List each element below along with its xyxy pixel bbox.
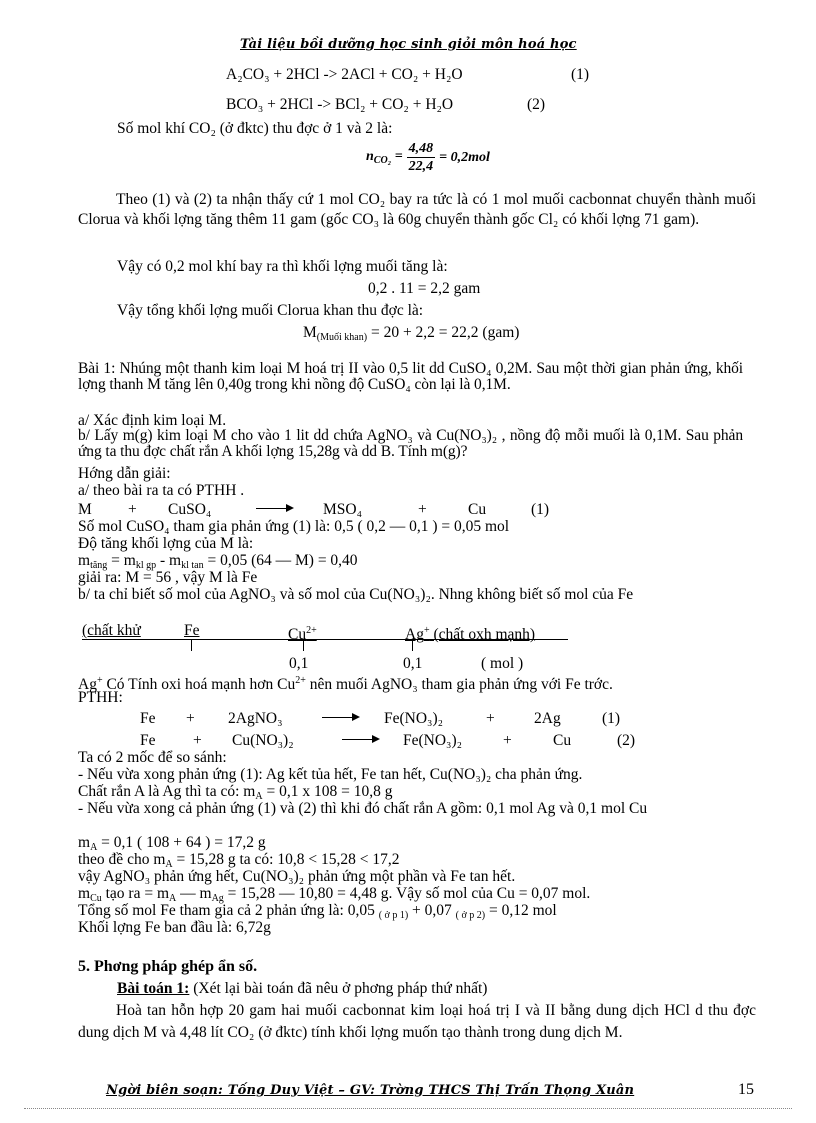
equation-2-number: (2) bbox=[527, 96, 546, 113]
comparison-case-1-mass: Chất rắn A là Ag thì ta có: $m_A = 0,1$ x 108 = 10,8 g bbox=[78, 783, 393, 802]
scale-axis bbox=[82, 639, 568, 640]
bai1-question-a: a/ Xác định kim loại M. bbox=[78, 412, 227, 429]
reaction1-m: M bbox=[78, 501, 92, 518]
cu-mass-line: $m_{Cu}$ tạo ra = $m_A$ — $m_{Ag} = 15,28$ — 10,80 = 4,48 g. Vậy số mol của Cu = 0,07 mol. bbox=[78, 885, 591, 904]
fe-initial-mass-line: Khối lợng Fe ban đầu là: 6,72g bbox=[78, 919, 271, 936]
eq-number-2: (2) bbox=[617, 732, 636, 749]
equation-1: A₂CO₃ + 2HCl -> 2ACl + CO₂ + H₂O bbox=[226, 66, 463, 83]
eq-plus-1b: + bbox=[486, 710, 495, 727]
eq-fe-1: Fe bbox=[140, 710, 156, 727]
reaction1-mso4: MSO₄ bbox=[323, 501, 362, 518]
reaction1-cuso4: CuSO₄ bbox=[168, 501, 212, 518]
page-number: 15 bbox=[738, 1081, 754, 1098]
solution-step-4: $m_{tăng} = m_{kl gp} - m_{kl tan} = 0,05$ (64 — M) = 0,40 bbox=[78, 552, 358, 571]
fraction-denominator: 22,4 bbox=[408, 159, 434, 174]
scale-tick-ag bbox=[412, 639, 413, 651]
eq-plus-2: + bbox=[193, 732, 202, 749]
scale-unit: ( mol ) bbox=[481, 655, 524, 672]
solution-step-1: a/ theo bài ra ta có PTHH . bbox=[78, 482, 245, 499]
intro-line-c: Vậy tổng khối lợng muối Clorua khan thu đợc là: bbox=[117, 302, 424, 319]
problem-1-heading: Bài toán 1: (Xét lại bài toán đã nêu ở phơng pháp thứ nhất) bbox=[117, 980, 488, 997]
intro-line-d: $M_{(Muối khan)} = 20 + 2,2 = 22,2$ (gam) bbox=[303, 324, 520, 343]
equation-2: BCO₃ + 2HCl -> BCl₂ + CO₂ + H₂O bbox=[226, 96, 454, 113]
scale-cu: $Cu^{2+}$ bbox=[288, 625, 317, 643]
reaction1-arrow bbox=[256, 508, 292, 509]
solution-step-5: giải ra: M = 56 , vậy M là Fe bbox=[78, 569, 258, 586]
page-header: Tài liệu bồi dưỡng học sinh giỏi môn hoá học bbox=[240, 37, 577, 52]
fe-total-mol-line: Tổng số mol Fe tham gia cả 2 phản ứng là: 0,05 $_{( ở p 1)}$ + 0,07 $_{( ở p 2)}$ = 0,12 mol bbox=[78, 902, 557, 921]
fraction-numerator: 4,48 bbox=[408, 141, 434, 156]
eq-product-1: Fe(NO₃)₂ bbox=[384, 710, 444, 727]
eq-product-2: Fe(NO₃)₂ bbox=[403, 732, 463, 749]
intro-paragraph: Theo (1) và (2) ta nhận thấy cứ 1 mol CO₂ bay ra tức là có 1 mol muối cacbonnat chuyển thành muối Clorua và khối lợng tăng thêm 11 gam (gốc CO₃ là 60g chuyển thành gốc Cl₂ có khối lợng 71 gam). bbox=[78, 191, 756, 228]
comparison-case-1: - Nếu vừa xong phản ứng (1): Ag kết tủa hết, Fe tan hết, Cu(NO₃)₂ cha phản ứng. bbox=[78, 766, 583, 783]
equation-1-number: (1) bbox=[571, 66, 590, 83]
eq-agno3: 2AgNO₃ bbox=[228, 710, 283, 727]
fraction-rhs: = 0,2mol bbox=[439, 149, 490, 165]
footer-author: Ngời biên soạn: Tống Duy Việt – GV: Trờng THCS Thị Trấn Thọng Xuân bbox=[106, 1083, 635, 1098]
solution-step-6: b/ ta chỉ biết số mol của AgNO₃ và số mol của Cu(NO₃)₂. Nhng không biết số mol của Fe bbox=[78, 586, 634, 603]
section-5-title: 5. Phơng pháp ghép ẩn số. bbox=[78, 958, 258, 975]
intro-line-b: 0,2 . 11 = 2,2 gam bbox=[368, 280, 481, 297]
scale-tick-fe bbox=[191, 639, 192, 651]
scale-fe: Fe bbox=[184, 622, 200, 639]
fraction-lhs-sub: CO₂ bbox=[373, 155, 392, 166]
bai1-question-b: b/ Lấy m(g) kim loại M cho vào 1 lit dd chứa AgNO₃ và Cu(NO₃)₂ , nồng độ mỗi muối là 0,1M. Sau phản ứng ta thu đợc chất rắn A khối lợng 15,28g và dd B. Tính m(g)? bbox=[78, 427, 743, 460]
eq-arrow-2 bbox=[342, 739, 378, 740]
scale-value-ag: 0,1 bbox=[403, 655, 423, 672]
comparison-result: theo đề cho $m_A = 15,28$ g ta có: 10,8 < 15,28 < 17,2 bbox=[78, 851, 400, 870]
solution-step-7: Ag+ Có Tính oxi hoá mạnh hơn $Cu^{2+}$ nên muối AgNO₃ tham gia phản ứng với Fe trớc. bbox=[78, 675, 613, 693]
reaction1-plus-2: + bbox=[418, 501, 427, 518]
reaction1-plus: + bbox=[128, 501, 137, 518]
eq-cu: Cu bbox=[553, 732, 572, 749]
eq-ag: 2Ag bbox=[534, 710, 561, 727]
reaction1-cu: Cu bbox=[468, 501, 487, 518]
comparison-intro: Ta có 2 mốc để so sánh: bbox=[78, 749, 227, 766]
mol-fraction: $n_{CO_2}$ = $\frac{4,48}{22,4}$ = 0,2mol bbox=[366, 141, 490, 174]
section-5-paragraph: Hoà tan hỗn hợp 20 gam hai muối cacbonnat kim loại hoá trị I và II bằng dung dịch HCl d thu đợc dung dịch M và 4,48 lít CO₂ (ở đktc) tính khối lợng muốn tạo thành trong dung dịch M. bbox=[78, 1002, 756, 1041]
fraction-lhs: n bbox=[366, 149, 374, 164]
comparison-case-2-mass: $m_A = 0,1$ ( 108 + 64 ) = 17,2 g bbox=[78, 834, 266, 853]
eq-number-1: (1) bbox=[602, 710, 621, 727]
scale-label-left: (chất khử bbox=[82, 622, 141, 639]
conclusion-line: vậy AgNO₃ phản ứng hết, Cu(NO₃)₂ phản ứng một phần và Fe tan hết. bbox=[78, 868, 516, 885]
eq-fe-2: Fe bbox=[140, 732, 156, 749]
comparison-case-2: - Nếu vừa xong cả phản ứng (1) và (2) thì khi đó chất rắn A gồm: 0,1 mol Ag và 0,1 mol Cu bbox=[78, 800, 648, 817]
pthh-label: PTHH: bbox=[78, 689, 123, 706]
scale-value-cu: 0,1 bbox=[289, 655, 309, 672]
eq-arrow-1 bbox=[322, 717, 358, 718]
solution-step-3: Độ tăng khối lợng của M là: bbox=[78, 535, 254, 552]
footer-divider bbox=[24, 1108, 792, 1109]
bai1-problem: Bài 1: Nhúng một thanh kim loại M hoá trị II vào 0,5 lit dd CuSO₄ 0,2M. Sau một thời gian phản ứng, khối lợng thanh M tăng lên 0,40g trong khi nồng độ CuSO₄ còn lại là 0,1M. bbox=[78, 360, 743, 393]
solution-step-2: Số mol CuSO₄ tham gia phản ứng (1) là: 0,5 ( 0,2 — 0,1 ) = 0,05 mol bbox=[78, 518, 510, 535]
eq-plus-1: + bbox=[186, 710, 195, 727]
eq-cuno3: Cu(NO₃)₂ bbox=[232, 732, 294, 749]
solution-guide: Hớng dẫn giải: bbox=[78, 465, 171, 482]
scale-tick-cu bbox=[303, 639, 304, 651]
scale-ag: Ag+ (chất oxh mạnh) bbox=[405, 625, 536, 643]
reaction1-number: (1) bbox=[531, 501, 550, 518]
eq-plus-2b: + bbox=[503, 732, 512, 749]
intro-line-a: Vậy có 0,2 mol khí bay ra thì khối lợng muối tăng là: bbox=[117, 258, 448, 275]
mol-line: Số mol khí CO₂ (ở đktc) thu đợc ở 1 và 2 là: bbox=[117, 120, 393, 137]
